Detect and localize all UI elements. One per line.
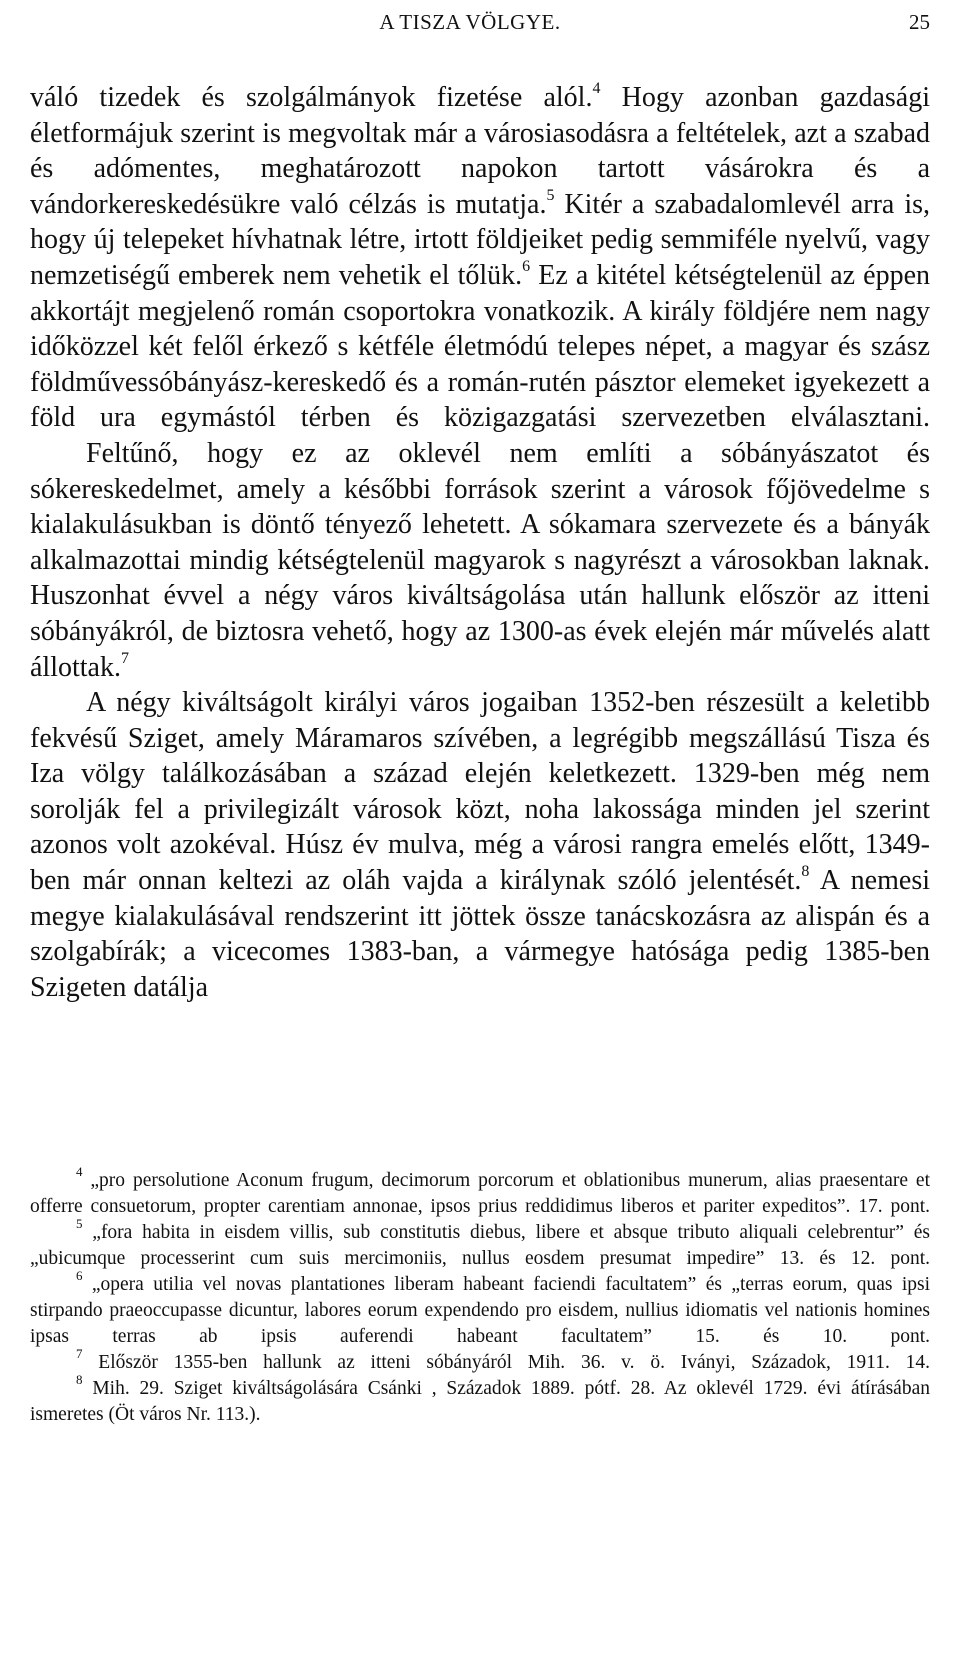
footnote-mark: 5 (76, 1216, 83, 1231)
footnote-5 (30, 1216, 930, 1272)
page-header (30, 6, 930, 38)
footnote-ref-5[interactable]: 5 (546, 186, 555, 204)
footnote-mark: 6 (76, 1268, 83, 1283)
footnotes (30, 1164, 930, 1428)
paragraph-3 (30, 685, 930, 1005)
paragraph-text: Hogy azonban gazdasági életformájuk szerint is megvoltak már a városiasodásra a feltételek, azt a szabad és adómentes, meghatározott napokon tartott vásárokra és a vándorkereskedésükre való célzás is mutatja. (30, 82, 930, 220)
paragraph-2 (30, 436, 930, 685)
footnote-text: Mih. 29. Sziget kiváltságolására Csánki , Századok 1889. pótf. 28. Az oklevél 1729. évi átírásában ismeretes (Öt város Nr. 113.). (30, 1378, 930, 1425)
paragraph-1 (30, 80, 930, 436)
footnote-text: „pro persolutione Aconum frugum, decimorum porcorum et oblationibus munerum, alias praesentare et offerre consuetorum, propter carentiam annonae, ipsos prius reddidimus liberos et pariter expeditos”. 17. pont. (30, 1170, 930, 1217)
footnote-8 (30, 1372, 930, 1428)
footnote-ref-4[interactable]: 4 (592, 80, 601, 97)
paragraph-text: Ez a kitétel kétségtelenül az éppen akkortájt megjelenő román csoportokra vonatkozik. A király földjére nem nagy időközzel két felől érkező s kétféle életmódú telepes népet, a magyar és szász földművessóbányász-kereskedő és a román-rutén pásztor elemeket igyekezett a föld ura egymástól térben és közigazgatási szervezetben elválasztani. (30, 259, 931, 434)
footnote-mark: 4 (76, 1164, 83, 1179)
page-number: 25 (909, 10, 930, 34)
footnote-text: „opera utilia vel novas plantationes liberam habeant faciendi facultatem” és „terras eorum, quas ipsi stirpando praeoccupasse dicuntur, labores eorum expendendo pro eisdem, nullius idiomatis vel nationis homines ipsas terras ab ipsis auferendi habeant facultatem” 15. és 10. pont. (30, 1274, 930, 1347)
paragraph-text: A négy kiváltságolt királyi város jogaiban 1352-ben részesült a keletibb fekvésű Sziget, amely Máramaros szívében, a legrégibb megszállású Tisza és Iza völgy találkozásában a század elején keletkezett. 1329-ben még nem sorolják fel a privilegizált városok közt, noha lakossága minden jel szerint azonos volt azokéval. Húsz év mulva, még a városi rangra emelés előtt, 1349-ben már onnan keltezi az oláh vajda a királynak szóló jelentését. (30, 687, 930, 897)
footnote-ref-7[interactable]: 7 (120, 649, 129, 667)
paragraph-text: Feltűnő, hogy ez az oklevél nem említi a sóbányászatot és sókereskedelmet, amely a későbbi források szerint a városok főjövedelme s kialakulásukban is döntő tényező lehetett. A sókamara szervezete és a bányák alkalmazottai mindig kétségtelenül magyarok s nagyrészt a városokban laknak. Huszonhat évvel a négy város kiváltságolása után hallunk először az itteni sóbányákról, de biztosra vehető, hogy az 1300-as évek elején már művelés alatt állottak. (30, 437, 930, 683)
footnote-text: „fora habita in eisdem villis, sub constitutis diebus, libere et absque tributo aliquali celebrentur” és „ubicumque processerint cum suis mercimoniis, nullus eosdem presumat impedire” 13. és 12. pont. (30, 1222, 930, 1269)
running-title: A TISZA VÖLGYE. (379, 10, 561, 34)
footnote-text: Először 1355-ben hallunk az itteni sóbányáról Mih. 36. v. ö. Iványi, Századok, 1911. 14. (82, 1352, 930, 1373)
footnote-mark: 7 (76, 1346, 83, 1361)
footnote-mark: 8 (76, 1372, 83, 1387)
paragraph-text: Kitér a szabadalomlevél arra is, hogy új telepeket hívhatnak létre, irtott földjeiket pedig semmiféle nyelvű, vagy nemzetiségű emberek nem vehetik el tőlük. (30, 188, 931, 291)
paragraph-text: A nemesi megye kialakulásával rendszerint itt jöttek össze tanácskozásra az alispán és a szolgabírák; a vicecomes 1383-ban, a vármegye hatósága pedig 1385-ben Szigeten datálja (30, 865, 930, 1003)
footnote-ref-8[interactable]: 8 (801, 863, 810, 881)
paragraph-text: váló tizedek és szolgálmányok fizetése alól. (30, 82, 593, 113)
footnote-6 (30, 1268, 930, 1350)
footnote-ref-6[interactable]: 6 (522, 257, 531, 275)
footnote-4 (30, 1164, 930, 1220)
body-text (30, 80, 930, 1005)
footnote-7 (30, 1346, 930, 1376)
